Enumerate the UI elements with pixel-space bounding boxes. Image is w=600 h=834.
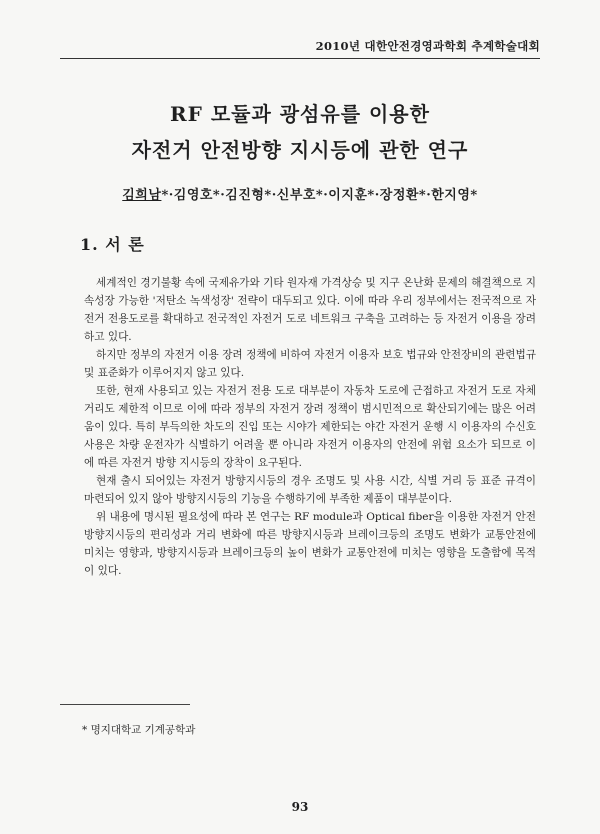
first-author: 김희남: [122, 188, 162, 203]
title-line-2: 자전거 안전방향 지시등에 관한 연구: [131, 138, 469, 162]
co-authors: *·김영호*·김진형*·신부호*·이지훈*·장정환*·한지영*: [161, 188, 478, 203]
footnote-rule: [60, 704, 190, 705]
paragraph: 또한, 현재 사용되고 있는 자전거 전용 도로 대부분이 자동차 도로에 근접하고 자전거 도로 자체 거리도 제한적 이므로 이에 따라 정부의 자전거 장려 정책이 범시민적으로 확산되기에는 많은 어려움이 있다. 특히 부득의한 차도의 진입 또는 시야가 제한되는 야간 자전거 운행 시 이용자의 수신호사용은 차량 운전자가 식별하기 어려울 뿐 아니라 자전거 이용자의 안전에 위험 요소가 되므로 이에 따른 자전거 방향 지시등의 장착이 요구된다.: [84, 385, 536, 469]
body-text: [84, 274, 536, 580]
section-heading: 1. 서 론: [80, 235, 145, 254]
page-number: 93: [291, 800, 309, 814]
footnote: * 명지대학교 기계공학과: [82, 724, 196, 736]
title-line-1: RF 모듈과 광섬유를 이용한: [170, 102, 430, 126]
conference-header: 2010년 대한안전경영과학회 추계학술대회: [315, 39, 540, 53]
header-rule: [60, 58, 540, 59]
paragraph: 위 내용에 명시된 필요성에 따라 본 연구는 RF module과 Optical fiber을 이용한 자전거 안전 방향지시등의 편리성과 거리 변화에 따른 방향지시등과 브레이크등의 조명도 변화가 교통안전에 미치는 영향과, 방향지시등과 브레이크등의 높이 변화가 교통안전에 미치는 영향을 도출함에 목적이 있다.: [84, 511, 536, 577]
author-list: [60, 184, 540, 203]
paragraph: 현재 출시 되어있는 자전거 방향지시등의 경우 조명도 및 사용 시간, 식별 거리 등 표준 규격이 마련되어 있지 않아 방향지시등의 기능을 수행하기에 부족한 제품이 대부분이다.: [84, 475, 536, 505]
paragraph: 세계적인 경기불황 속에 국제유가와 기타 원자재 가격상승 및 지구 온난화 문제의 해결책으로 지속성장 가능한 '저탄소 녹색성장' 전략이 대두되고 있다. 이에 따라 우리 정부에서는 전국적으로 자전거 전용도로를 확대하고 전국적인 자전거 도로 네트워크 구축을 고려하는 등 자전거 이용을 장려하고 있다.: [84, 277, 536, 343]
paper-title: [60, 96, 540, 168]
paragraph: 하지만 정부의 자전거 이용 장려 정책에 비하여 자전거 이용자 보호 법규와 안전장비의 관련법규 및 표준화가 이루어지지 않고 있다.: [84, 349, 536, 379]
